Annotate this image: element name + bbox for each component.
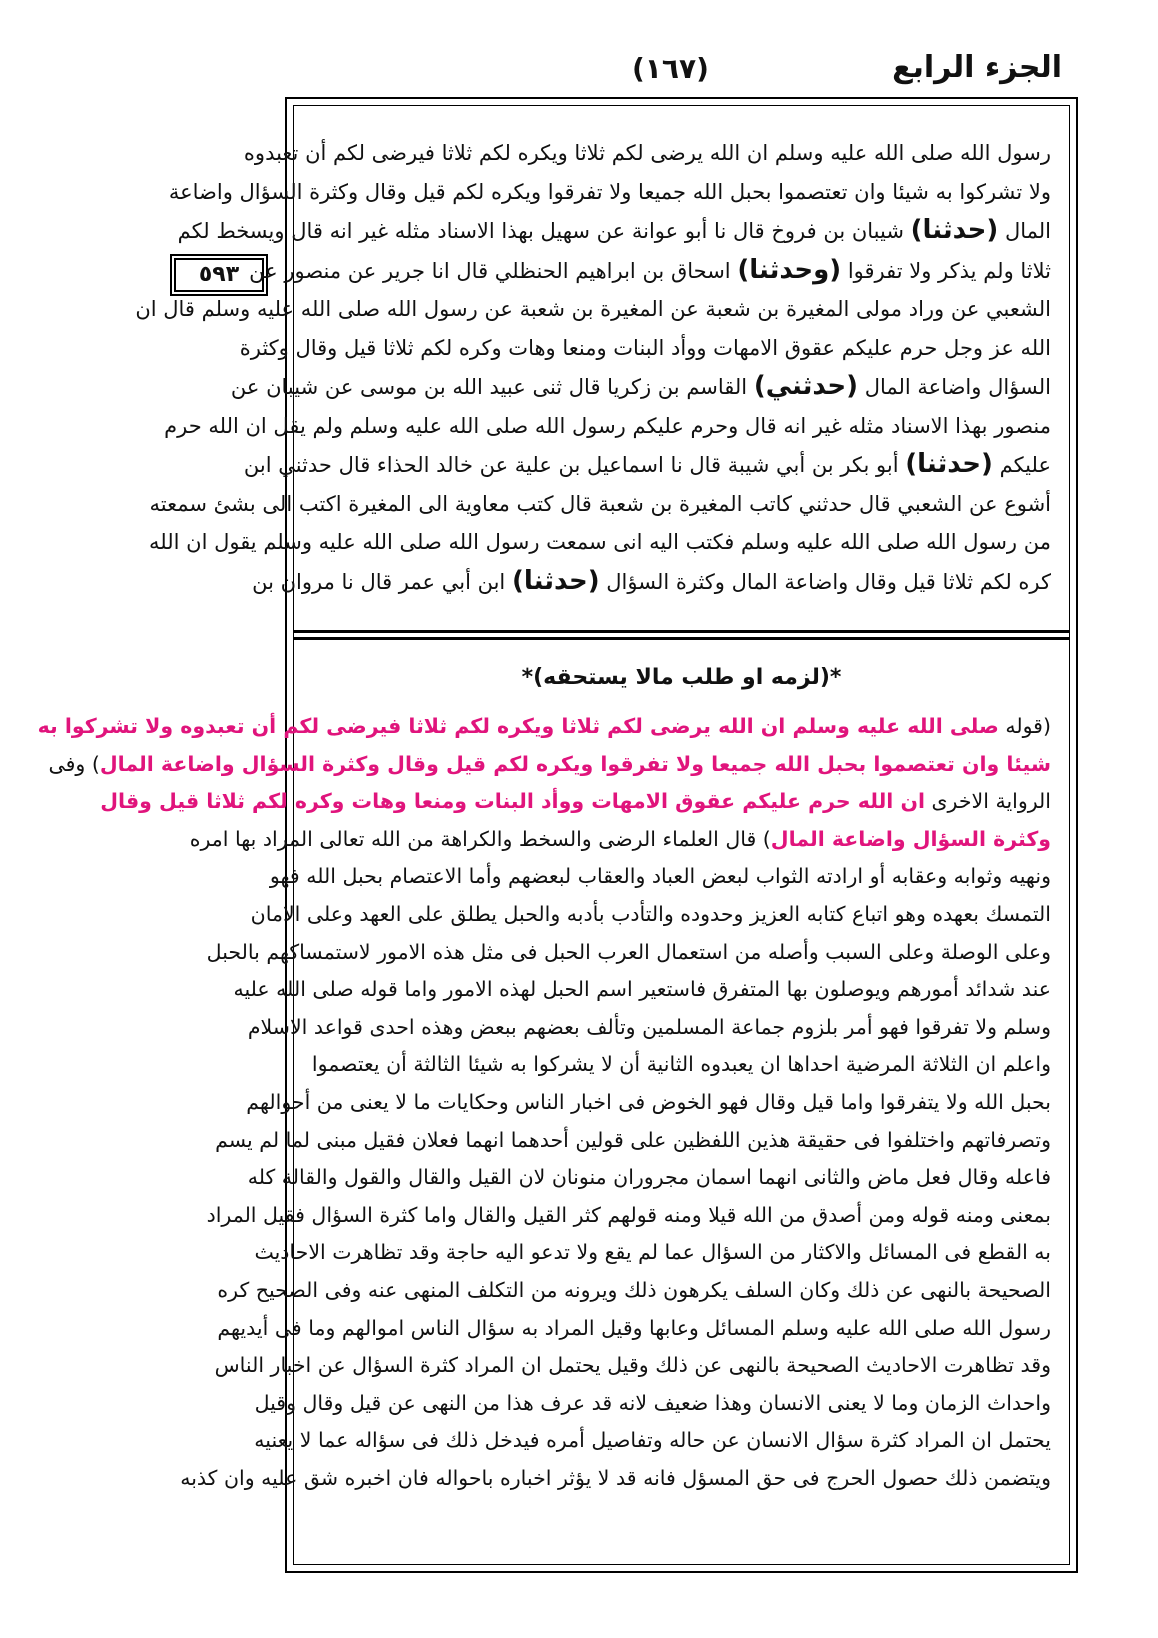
hadith-line	[243, 445, 1051, 485]
page-number: (١٦٧)	[632, 52, 709, 85]
text-segment: السؤال واضاعة المال	[858, 375, 1051, 399]
page-header	[282, 44, 1072, 94]
text-segment: رسول الله صلى الله عليه وسلم المسائل وعابها وقيل المراد به سؤال الناس اموالهم وما فى أيديهم	[217, 1315, 1051, 1340]
commentary-line	[254, 1385, 1051, 1423]
hadith-line	[177, 211, 1051, 251]
text-segment: ويتضمن ذلك حصول الحرج فى حق المسؤل فانه قد لا يؤثر اخباره باحواله فان اخبره شق عليه وان كذبه	[180, 1465, 1051, 1490]
text-segment: التمسك بعهده وهو اتباع كتابه العزيز وحدوده والتأدب بأدبه والحبل يطلق على العهد وعلى الامان	[250, 901, 1051, 926]
commentary-line	[100, 783, 1051, 821]
commentary-line	[254, 1422, 1051, 1460]
hadith-line	[149, 485, 1051, 524]
text-segment: الشعبي عن وراد مولى المغيرة بن شعبة عن المغيرة بن شعبة عن رسول الله صلى الله عليه وسلم قال ان	[135, 297, 1051, 321]
text-segment: عليكم	[992, 453, 1051, 477]
commentary-line	[206, 934, 1051, 972]
commentary-lines	[37, 708, 1051, 1497]
text-segment: الصحيحة بالنهى عن ذلك وكان السلف يكرهون ذلك ويرونه من التكلف المنهى عنه وفى الصحيح كره	[217, 1277, 1051, 1302]
commentary-line	[48, 746, 1051, 784]
text-segment: يحتمل ان المراد كثرة سؤال الانسان عن حاله وتفاصيل أمره فيدخل ذلك فى سؤاله عما لا يعنيه	[254, 1428, 1051, 1453]
quoted-hadith-text: شيئا وان تعتصموا بحبل الله جميعا ولا تفرقوا ويكره لكم قيل وقال وكثرة السؤال واضاعة المال	[99, 751, 1051, 776]
hadith-line	[168, 173, 1051, 212]
text-segment: واعلم ان الثلاثة المرضية احداها ان يعبدوه الثانية أن لا يشركوا به شيئا الثالثة أن يعتصموا	[311, 1052, 1051, 1077]
text-segment: من رسول الله صلى الله عليه وسلم فكتب اليه انى سمعت رسول الله صلى الله عليه وسلم يقول ان الله	[149, 530, 1051, 554]
hadith-line	[164, 407, 1051, 446]
commentary-line	[247, 1159, 1051, 1197]
text-segment: القاسم بن زكريا قال ثنى عبيد الله بن موسى عن شيبان عن	[230, 375, 754, 399]
text-segment: ونهيه وثوابه وعقابه أو ارادته الثواب لبعض العباد والعقاب لبعضهم وأما الاعتصام بحبل الله فهو	[269, 864, 1051, 889]
hadith-line	[243, 134, 1051, 173]
text-segment: بحبل الله ولا يتفرقوا واما قيل وقال فهو الخوض فى اخبار الناس وحكايات ما لا يعنى من أحوالهم	[246, 1089, 1051, 1114]
commentary-line	[250, 896, 1051, 934]
quoted-hadith-text: صلى الله عليه وسلم ان الله يرضى لكم ثلاثا ويكره لكم ثلاثا فيرضى لكم أن تعبدوه ولا تشركوا به	[37, 714, 999, 738]
juz-title: الجزء الرابع	[892, 50, 1062, 85]
text-segment: عند شدائد أمورهم ويوصلون بها المتفرق فاستعير اسم الحبل لهذه الامور واما قوله صلى الله عليه	[233, 977, 1051, 1002]
text-segment: ابن أبي عمر قال نا مروان بن	[252, 569, 512, 594]
text-segment: المال	[998, 219, 1051, 243]
hadith-narration-marker: (حدثنا)	[905, 449, 993, 479]
text-segment: وقد تظاهرت الاحاديث الصحيحة بالنهى عن ذلك وقيل يحتمل ان المراد كثرة السؤال عن اخبار الناس	[214, 1353, 1051, 1378]
commentary-line	[180, 1460, 1051, 1498]
commentary-line	[312, 1046, 1051, 1084]
text-segment: شيبان بن فروخ قال نا أبو عوانة عن سهيل بهذا الاسناد مثله غير انه قال ويسخط لكم	[177, 219, 911, 243]
text-segment: وعلى الوصلة وعلى السبب وأصله من استعمال العرب الحبل فى مثل هذه الامور لاستمساكهم بالحبل	[206, 939, 1051, 964]
quoted-hadith-text: وكثرة السؤال واضاعة المال	[770, 826, 1051, 851]
text-segment: أشوع عن الشعبي قال حدثني كاتب المغيرة بن شعبة قال كتب معاوية الى المغيرة اكتب الى بشئ سمعته	[149, 491, 1051, 516]
commentary-line	[217, 1310, 1051, 1348]
text-segment: أبو بكر بن أبي شيبة قال نا اسماعيل بن علية عن خالد الحذاء قال حدثني ابن	[243, 453, 906, 477]
commentary-line	[214, 1347, 1051, 1385]
text-segment: واحداث الزمان وما لا يعنى الانسان وهذا ضعيف لانه قد عرف هذا من النهى عن قيل وقال وقيل	[254, 1390, 1051, 1415]
commentary-line	[217, 1272, 1051, 1310]
text-segment: بمعنى ومنه قوله ومن أصدق من الله قيلا ومنه قولهم كثر القيل والقال واما كثرة السؤال فقيل المراد	[206, 1202, 1051, 1227]
commentary-line	[246, 1084, 1051, 1122]
text-segment: وتصرفاتهم واختلفوا فى حقيقة هذين اللفظين على قولين أحدهما انهما فعلان فقيل مبنى لما لم يسم	[215, 1127, 1051, 1152]
quoted-hadith-text: ان الله حرم عليكم عقوق الامهات ووأد البنات ومنعا وهات وكره لكم ثلاثا قيل وقال	[100, 789, 925, 814]
text-segment: (قوله	[998, 714, 1051, 738]
text-segment: فاعله وقال فعل ماض والثانى انهما اسمان مجروران منونان لان القيل والقال والقول والقالة كله	[247, 1165, 1051, 1190]
text-segment: الله عز وجل حرم عليكم عقوق الامهات ووأد البنات ومنعا وهات وكره لكم ثلاثا قيل وقال وكثرة	[239, 335, 1051, 360]
hadith-line	[135, 290, 1051, 329]
commentary-line	[254, 1234, 1051, 1272]
text-segment: به القطع فى المسائل والاكثار من السؤال عما لم يقع ولا تدعو اليه حاجة وقد تظاهرت الاحاديث	[254, 1240, 1051, 1265]
text-segment: ) وفى	[48, 751, 100, 776]
hadith-line	[252, 562, 1051, 602]
text-segment: منصور بهذا الاسناد مثله غير انه قال وحرم عليكم رسول الله صلى الله عليه وسلم ولم يقل ان الله حرم	[164, 413, 1051, 438]
text-segment: ولا تشركوا به شيئا وان تعتصموا بحبل الله جميعا ولا تفرقوا ويكره لكم قيل وقال وكثرة السؤال واضاعة	[168, 179, 1051, 204]
hadith-narration-marker: (حدثني)	[753, 371, 859, 401]
commentary-line	[189, 821, 1051, 859]
commentary-line	[37, 708, 1051, 746]
hadith-line	[239, 329, 1051, 368]
commentary-line	[215, 1122, 1051, 1160]
commentary-line	[269, 858, 1051, 896]
text-segment: اسحاق بن ابراهيم الحنظلي قال انا جرير عن منصور عن	[249, 258, 738, 283]
text-segment: رسول الله صلى الله عليه وسلم ان الله يرضى لكم ثلاثا ويكره لكم ثلاثا فيرضى لكم أن تعبدوه	[243, 141, 1051, 165]
side-number-box: ٥٩٣	[174, 258, 264, 292]
hadith-narration-marker: (حدثنا)	[910, 215, 999, 245]
hadith-line	[249, 251, 1051, 291]
commentary-section	[37, 640, 1069, 1564]
section-divider	[294, 630, 1069, 640]
text-segment: كره لكم ثلاثا قيل وقال واضاعة المال وكثرة السؤال	[599, 569, 1051, 594]
hadith-line	[230, 367, 1051, 407]
commentary-line	[233, 971, 1051, 1009]
text-segment: وسلم ولا تفرقوا فهو أمر بلزوم جماعة المسلمين وتألف بعضهم ببعض وهذه احدى قواعد الاسلام	[247, 1014, 1051, 1039]
commentary-line	[206, 1197, 1051, 1235]
hadith-line	[149, 523, 1051, 562]
hadith-narration-marker: (حدثنا)	[511, 565, 600, 596]
hadith-narration-marker: (وحدثنا)	[737, 254, 842, 285]
text-segment: الرواية الاخرى	[925, 789, 1051, 814]
text-segment: ) قال العلماء الرضى والسخط والكراهة من الله تعالى المراد بها امره	[189, 826, 771, 851]
commentary-title: *(لزمه او طلب مالا يستحقه)*	[521, 665, 842, 690]
commentary-line	[247, 1009, 1051, 1047]
text-segment: ثلاثا ولم يذكر ولا تفرقوا	[841, 258, 1051, 283]
